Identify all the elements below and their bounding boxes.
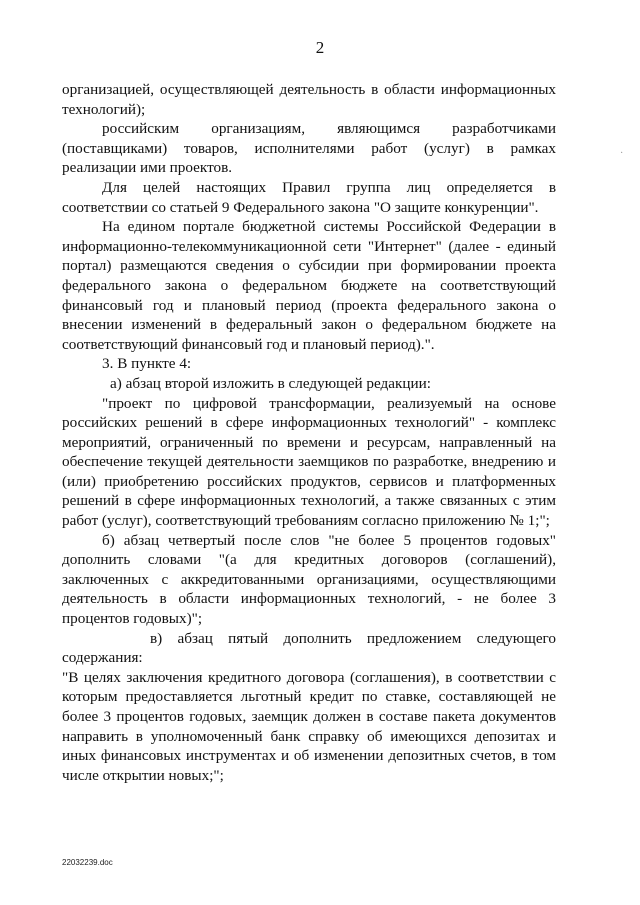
paragraph: "В целях заключения кредитного договора (соглашения), в соответствии с которым предоставляется льготный кредит по ставке, составляющей не более 3 процентов годовых, заемщик должен в составе пакета документов направить в уполномоченный банк справку об имеющихся депозитах и иных финансовых инструментах и об изменении депозитных счетов, в том числе открытии новых;"; <box>62 668 556 784</box>
paragraph: б) абзац четвертый после слов "не более 5 процентов годовых" дополнить словами "(а для кредитных договоров (соглашений), заключенных с аккредитованными организациями, осуществляющими деятельность в области информационных технологий, - не более 3 процентов годовых)"; <box>62 531 556 628</box>
paragraph: На едином портале бюджетной системы Российской Федерации в информационно-телекоммуникационной сети "Интернет" (далее - единый портал) размещаются сведения о субсидии при формировании проекта федерального закона о федеральном бюджете на соответствующий финансовый год и плановый период (проекта федерального закона о внесении изменений в федеральный закон о федеральном бюджете на соответствующий финансовый год и плановый период).". <box>62 218 556 353</box>
paragraph: а) абзац второй изложить в следующей редакции: <box>110 374 432 392</box>
document-body <box>62 80 556 785</box>
paragraph: Для целей настоящих Правил группа лиц определяется в соответствии со статьей 9 Федерального закона "О защите конкуренции". <box>62 178 556 216</box>
footer-filename: 22032239.doc <box>62 858 113 867</box>
page-number: 2 <box>315 38 325 57</box>
paragraph: "проект по цифровой трансформации, реализуемый на основе российских решений в сфере информационных технологий" - комплекс мероприятий, ограниченный по времени и ресурсам, направленный на обеспечение текущей деятельности заемщиков по разработке, внедрению и (или) приобретению российских продуктов, сервисов и платформенных решений в сфере информационных технологий, а также связанных с этим работ (услуг), соответствующий требованиям согласно приложению № 1;"; <box>62 394 556 530</box>
paragraph: организацией, осуществляющей деятельность в области информационных технологий); <box>62 81 556 118</box>
margin-mark: · <box>620 148 624 159</box>
paragraph: российским организациям, являющимся разработчиками (поставщиками) товаров, исполнителями работ (услуг) в рамках реализации ими проектов. <box>62 120 556 177</box>
paragraph: в) абзац пятый дополнить предложением следующего содержания: <box>62 629 556 667</box>
paragraph: 3. В пункте 4: <box>102 355 192 373</box>
